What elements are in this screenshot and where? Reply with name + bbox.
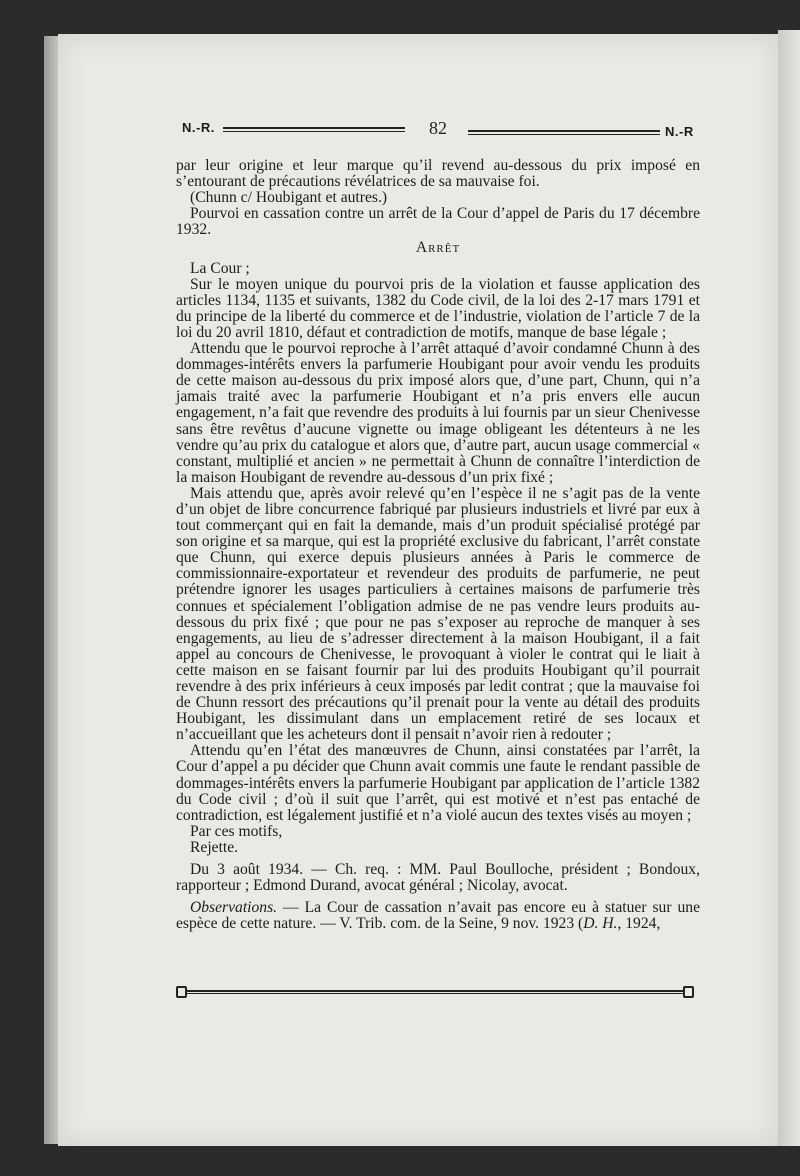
paragraph-observations [176, 900, 700, 932]
document-body [176, 158, 700, 932]
case-parties: (Chunn c/ Houbigant et autres.) [190, 189, 388, 207]
observations-label: Observations. [190, 899, 278, 917]
observations-reference: D. H. [583, 915, 618, 933]
observations-text: — La Cour de cassation n’avait pas encore eu à statuer sur une espèce de cette nature. — V. Trib. com. de la Seine, 9 nov. 1923 ( [176, 899, 700, 933]
paragraph-mais-attendu: Mais attendu que, après avoir relevé qu’en l’espèce il ne s’agit pas de la vente d’un objet de libre concurrence fabriqué par plusieurs industriels et livré par eux à tout commerçant qui en fait la demande, mais d’un produit spécialisé protégé par son origine et sa marque, qui est la propriété exclusive du fabricant, l’arrêt constate que Chunn, qui exerce depuis plusieurs années à Paris le commerce de commissionnaire-exportateur et revendeur des produits de parfumerie, ne peut prétendre ignorer les usages particuliers à certaines maisons de parfumerie très connues et spécialement l’obligation admise de ne pas vendre leurs produits au-dessous du prix fixé ; que pour ne pas s’exposer au reproche de manquer à ses engagements, au lieu de s’adresser directement à la maison Houbigant, il a fait appel au concours de Chenivesse, le provoquant à violer le contrat qui le liait à cette maison en se faisant fournir par lui des produits Houbigant qu’il pourrait revendre à des prix inférieurs à ceux imposés par ledit contrat ; que la mauvaise foi de Chunn ressort des précautions qu’il prenait pour la vente au détail des produits Houbigant, les dissimulant dans un emplacement retiré de ses locaux et n’accueillant que les acheteurs dont il pensait n’avoir rien à redouter ; [176, 484, 700, 744]
footer-ornamental-rule [176, 986, 694, 998]
footer-rule-end-right [683, 986, 694, 998]
header-right-mark: N.-R [665, 124, 694, 139]
paragraph-rejette: Rejette. [190, 838, 239, 856]
paragraph-continuation: par leur origine et leur marque qu’il revend au-dessous du prix imposé en s’entourant de précautions révélatrices de sa mauvaise foi. [176, 157, 700, 191]
running-header [120, 118, 700, 142]
observations-text-end: , 1924, [617, 915, 661, 933]
paragraph-attendu-2: Attendu qu’en l’état des manœuvres de Chunn, ainsi constatées par l’arrêt, la Cour d’appel a pu décider que Chunn avait commis une faute le rendant passible de dommages-intérêts envers la parfumerie Houbigant par application de l’article 1382 du Code civil ; d’où il suit que l’arrêt, qui est motivé et n’est pas entaché de contradiction, est légalement justifié et n’a violé aucun des textes visés au moyen ; [176, 742, 700, 824]
paragraph-moyen: Sur le moyen unique du pourvoi pris de la violation et fausse application des articles 1134, 1135 et suivants, 1382 du Code civil, de la loi des 2-17 mars 1791 et du principe de la liberté du commerce et de l’industrie, violation de l’article 7 de la loi du 20 avril 1810, défaut et contradiction de motifs, manque de base légale ; [176, 275, 700, 341]
page-number: 82 [429, 118, 447, 138]
header-rule-left [223, 127, 405, 132]
header-rule-right [468, 130, 660, 135]
paragraph-date-court: Du 3 août 1934. — Ch. req. : MM. Paul Boulloche, président ; Bondoux, rapporteur ; Edmond Durand, avocat général ; Nicolay, avocat. [176, 861, 700, 895]
footer-rule-line [182, 990, 688, 994]
appeal-summary: Pourvoi en cassation contre un arrêt de la Cour d’appel de Paris du 17 décembre 1932. [176, 205, 700, 239]
paragraph-attendu-1: Attendu que le pourvoi reproche à l’arrêt attaqué d’avoir condamné Chunn à des dommages-intérêts envers la parfumerie Houbigant pour avoir vendu les produits de cette maison au-dessous du prix imposé alors que, d’une part, Chunn, qui n’a jamais traité avec la parfumerie Houbigant et n’a pris envers elle aucun engagement, n’a fait que revendre des produits à lui fournis par un sieur Chenivesse sans être revêtus d’aucune vignette ou image obligeant les détenteurs à ne les vendre qu’au prix du catalogue et alors que, d’autre part, aucun usage commercial « constant, multiplié et ancien » ne permettait à Chunn de connaître l’interdiction de la maison Houbigant de revendre au-dessous d’un prix fixé ; [176, 340, 700, 486]
section-heading-arret: Arrêt [415, 239, 461, 257]
footer-rule-end-left [176, 986, 187, 998]
header-left-mark: N.-R. [182, 120, 215, 135]
adjacent-page-edge [778, 30, 800, 1146]
paragraph-par-ces-motifs: Par ces motifs, [190, 822, 283, 840]
court-opening: La Cour ; [190, 259, 250, 277]
